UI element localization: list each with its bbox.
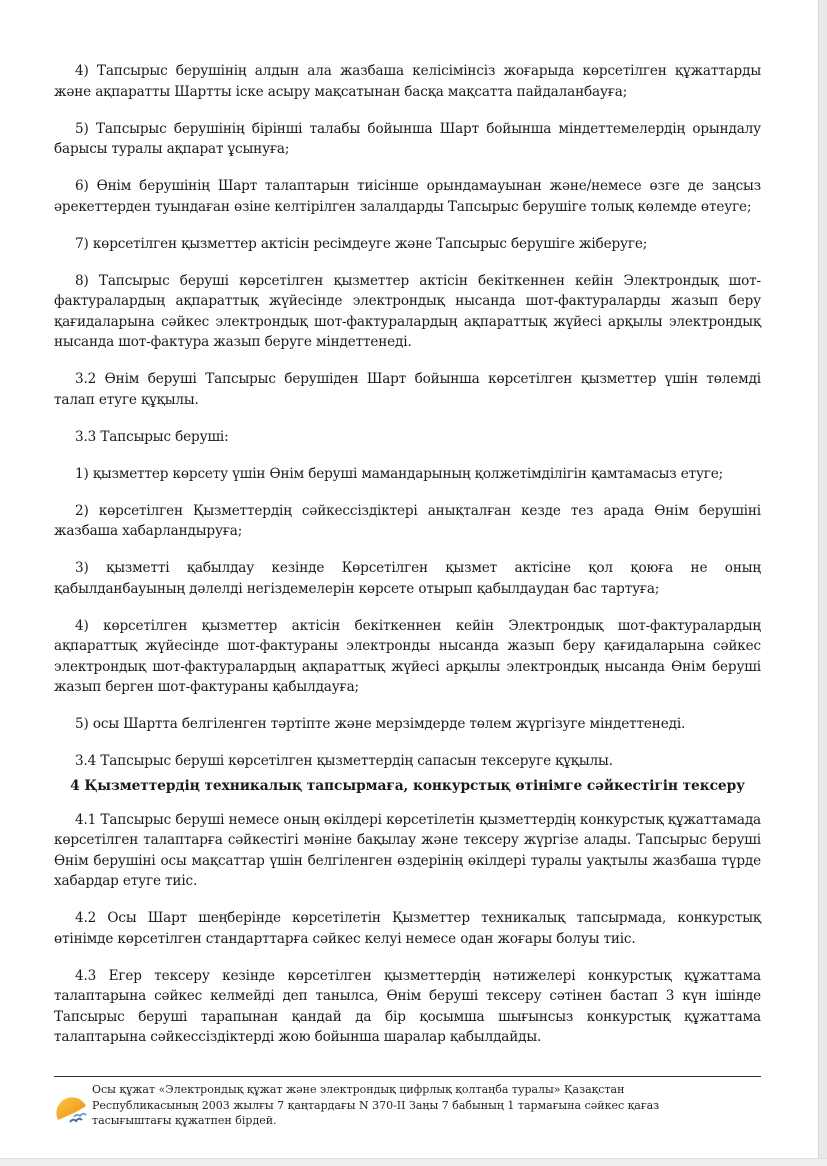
egov-sun-logo-icon bbox=[54, 1090, 90, 1126]
footer-legal-notice: Осы құжат «Электрондық құжат және электрондық цифрлық қолтаңба туралы» Қазақстан Республикасының 2003 жылғы 7 қаңтардағы N 370-II Заңы 7 бабының 1 тармағына сәйкес қағаз тасығыштағы құжатпен бірдей. bbox=[92, 1083, 660, 1127]
clause-3-3-4: 4) көрсетілген қызметтер актісін бекіткеннен кейін Электрондық шот-фактуралардың ақпараттық жүйесінде шот-фактураны электронды нысанда жазып беру қағидаларына сәйкес электрондық шот-фактуралардың ақпараттық жүйесі арқылы электрондық нысанда Өнім беруші жазып берген шот-фактураны қабылдауға; bbox=[54, 617, 761, 695]
clause-4: 4) Тапсырыс берушінің алдын ала жазбаша келісімінсіз жоғарыда көрсетілген құжаттарды және ақпаратты Шартты іске асыру мақсатынан басқа мақсатта пайдаланбауға; bbox=[54, 63, 761, 100]
clause-3-3-3: 3) қызметті қабылдау кезінде Көрсетілген қызмет актісіне қол қоюға не оның қабылданбауының дәлелді негіздемелерін көрсете отырып қабылдаудан бас тартуға; bbox=[54, 560, 761, 597]
clause-7: 7) көрсетілген қызметтер актісін ресімдеуге және Тапсырыс берушіге жіберуге; bbox=[75, 235, 648, 252]
viewer-scrollbar-track[interactable] bbox=[818, 0, 827, 1165]
clause-3-4: 3.4 Тапсырыс беруші көрсетілген қызметтердің сапасын тексеруге құқылы. bbox=[75, 753, 613, 769]
clause-5: 5) Тапсырыс берушінің бірінші талабы бойынша Шарт бойынша міндеттемелердің орындалу барысы туралы ақпарат ұсынуға; bbox=[54, 120, 761, 157]
clause-6: 6) Өнім берушінің Шарт талаптарын тиісінше орындамауынан және/немесе өзге де заңсыз әрекеттерден туындаған өзіне келтірілген залалдарды Тапсырыс берушіге толық көлемде өтеуге; bbox=[54, 178, 761, 215]
clause-3-3-5: 5) осы Шартта белгіленген тәртіпте және мерзімдерде төлем жүргізуге міндеттенеді. bbox=[75, 716, 686, 732]
clause-3-3: 3.3 Тапсырыс беруші: bbox=[75, 428, 229, 445]
clause-3-3-1: 1) қызметтер көрсету үшін Өнім беруші мамандарының қолжетімділігін қамтамасыз етуге; bbox=[75, 465, 724, 482]
section-heading-4: 4 Қызметтердің техникалық тапсырмаға, конкурстық өтінімге сәйкестігін тексеру bbox=[70, 777, 745, 794]
document-footer bbox=[54, 1076, 761, 1129]
clause-4-2: 4.2 Осы Шарт шеңберінде көрсетілетін Қызметтер техникалық тапсырмада, конкурстық өтінімде көрсетілген стандарттарға сәйкес келуі немесе одан жоғары болуы тиіс. bbox=[54, 910, 761, 947]
clause-3-2: 3.2 Өнім беруші Тапсырыс берушіден Шарт бойынша көрсетілген қызметтер үшін төлемді талап етуге құқылы. bbox=[54, 371, 761, 408]
clause-4-1: 4.1 Тапсырыс беруші немесе оның өкілдері көрсетілетін қызметтердің конкурстық құжаттамада көрсетілген талаптарға сәйкестігі мәніне бақылау және тексеру жүргізе алады. Тапсырыс беруші Өнім берушіні осы мақсаттар үшін белгіленген өздерінің өкілдері туралы уақтылы жазбаша түрде хабардар етуге тиіс. bbox=[54, 811, 761, 889]
clause-4-3: 4.3 Егер тексеру кезінде көрсетілген қызметтердің нәтижелері конкурстық құжаттама талаптарына сәйкес келмейді деп танылса, Өнім беруші тексеру сәтінен бастап 3 күн ішінде Тапсырыс беруші тарапынан қандай да бір қосымша шығынсыз конкурстық құжаттама талаптарына сәйкессіздіктерді жою бойынша шаралар қабылдайды. bbox=[54, 967, 761, 1045]
clause-3-3-2: 2) көрсетілген Қызметтердің сәйкессіздіктері анықталған кезде тез арада Өнім берушіні жазбаша хабарландыруға; bbox=[54, 502, 761, 539]
clause-8: 8) Тапсырыс беруші көрсетілген қызметтер актісін бекіткеннен кейін Электрондық шот-фактуралардың ақпараттық жүйесінде электрондық нысанда шот-фактураларды жазып беру қағидаларына сәйкес электрондық шот-фактуралардың ақпараттық жүйесі арқылы электрондық нысанда шот-фактура жазып беруге міндеттенеді. bbox=[54, 272, 761, 350]
document-body bbox=[54, 61, 761, 1064]
